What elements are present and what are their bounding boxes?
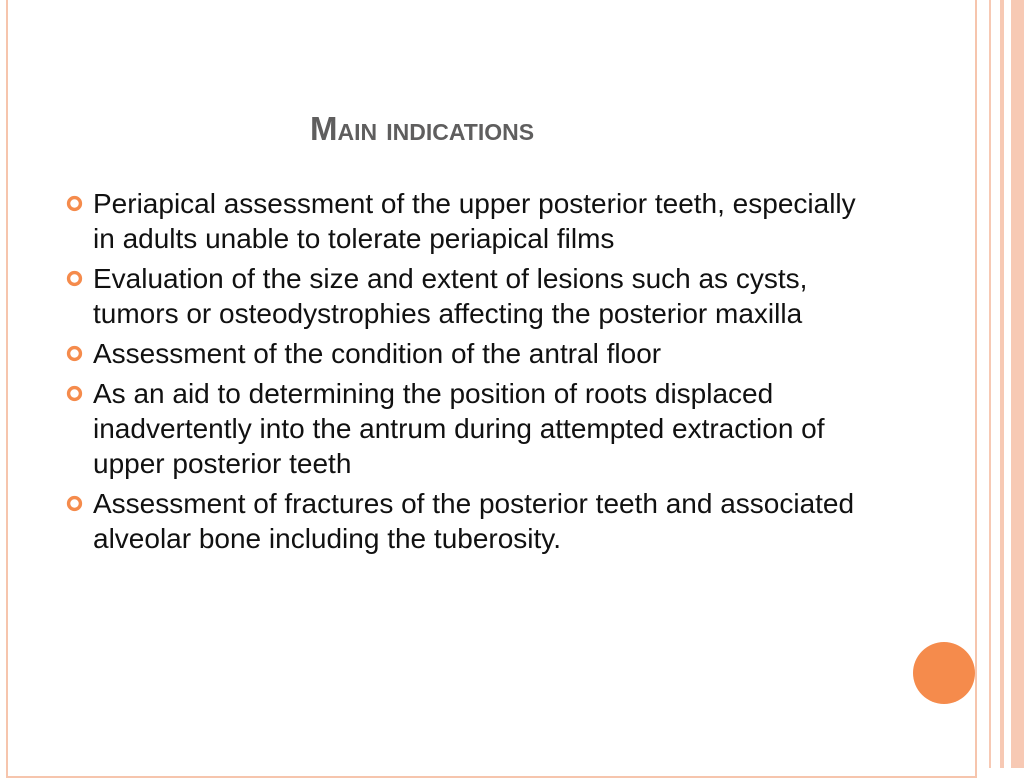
bullet-item (66, 186, 866, 256)
bullet-item (66, 376, 866, 481)
decorative-circle (913, 642, 975, 704)
decorative-stripe (1011, 0, 1024, 768)
slide-title: Main indications (310, 110, 535, 147)
bullet-text: Evaluation of the size and extent of lesions such as cysts, tumors or osteodystrophies affecting the posterior maxilla (93, 263, 808, 329)
bullet-item (66, 486, 866, 556)
bullet-text: Assessment of the condition of the antral floor (93, 338, 662, 369)
decorative-stripe (989, 0, 991, 768)
ring-bullet-icon (66, 385, 83, 402)
ring-bullet-icon (66, 270, 83, 287)
bullet-text: Periapical assessment of the upper posterior teeth, especially in adults unable to tolerate periapical films (93, 188, 856, 254)
bullet-item (66, 336, 866, 371)
bullet-list (66, 186, 866, 561)
bullet-text: As an aid to determining the position of roots displaced inadvertently into the antrum during attempted extraction of upper posterior teeth (93, 378, 825, 479)
decorative-stripe (1000, 0, 1004, 768)
ring-bullet-icon (66, 345, 83, 362)
ring-bullet-icon (66, 195, 83, 212)
ring-bullet-icon (66, 495, 83, 512)
bullet-item (66, 261, 866, 331)
bullet-text: Assessment of fractures of the posterior teeth and associated alveolar bone including the tuberosity. (93, 488, 855, 554)
